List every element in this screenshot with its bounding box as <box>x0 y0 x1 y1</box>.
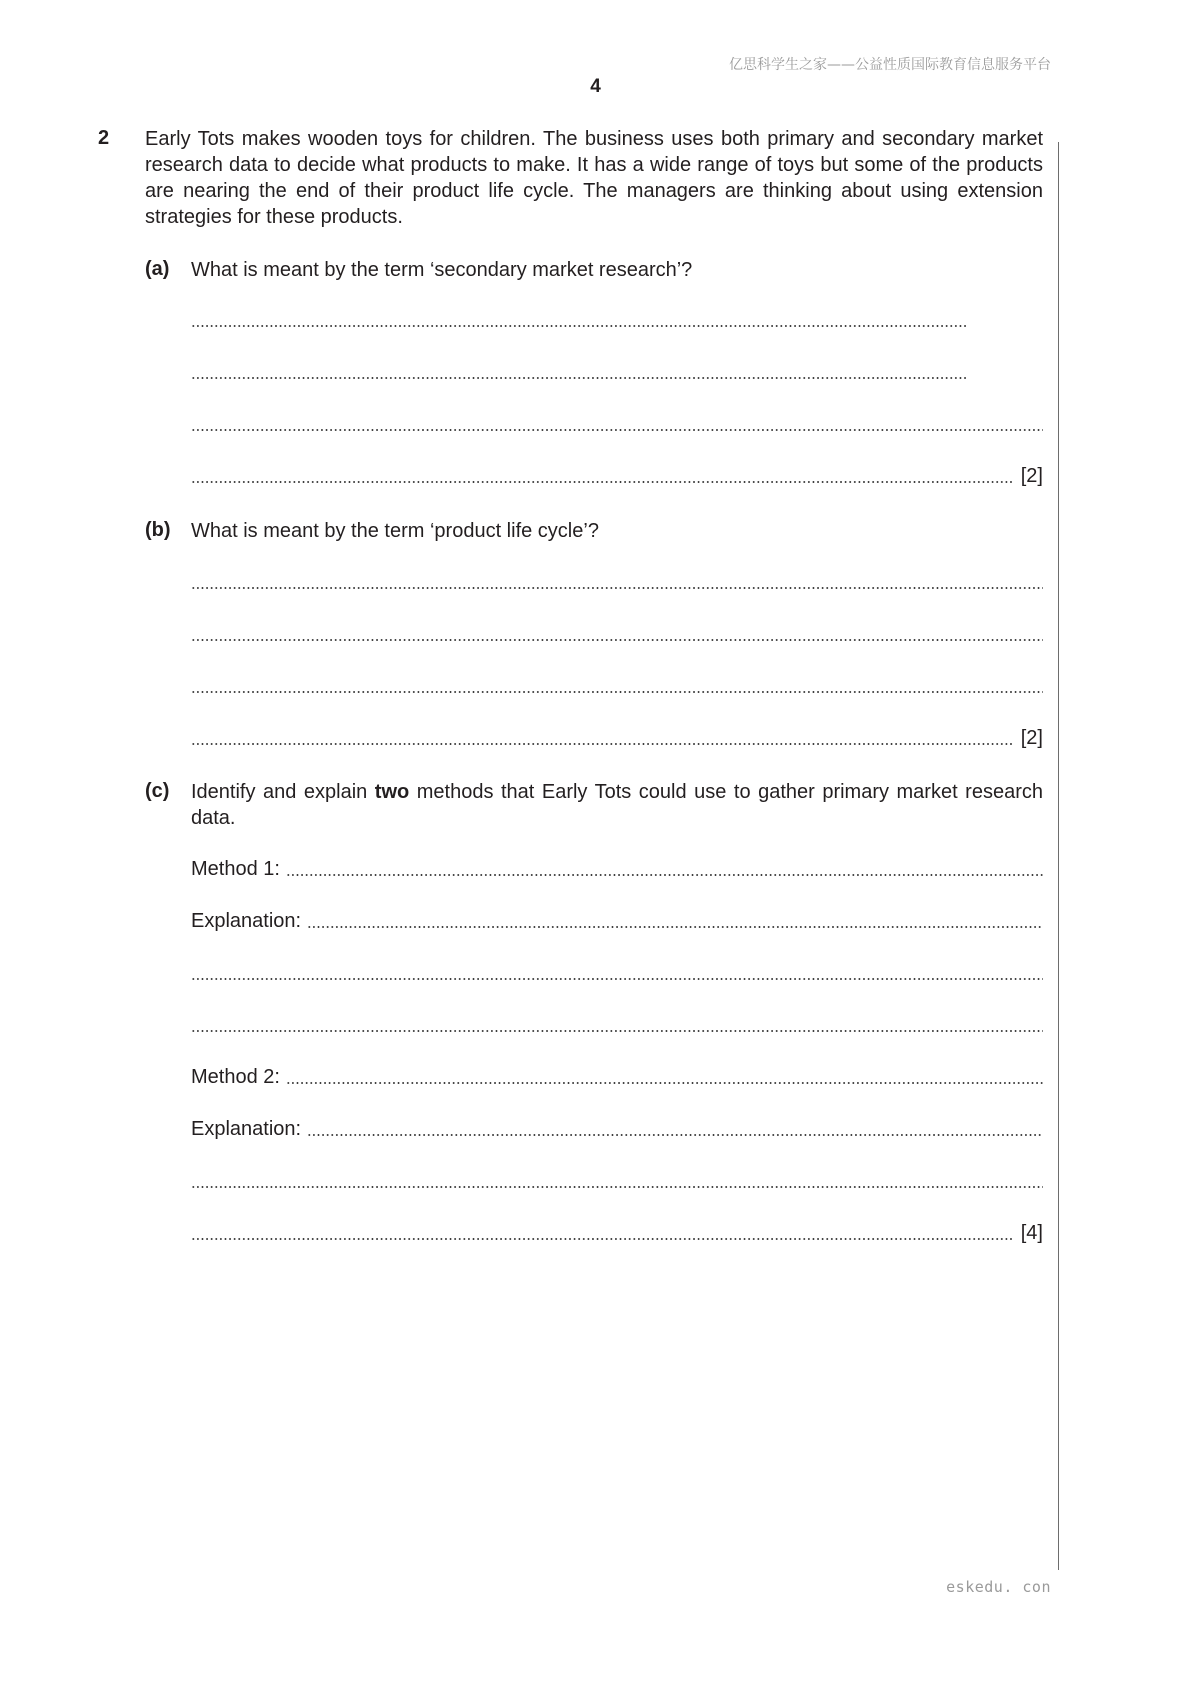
explanation-2-label: Explanation: <box>191 1118 302 1140</box>
answer-line-b2[interactable] <box>191 620 1043 646</box>
part-b-question: What is meant by the term ‘product life cycle’? <box>191 520 599 542</box>
emphasis-two: two <box>374 781 410 803</box>
part-c-label: (c) <box>145 780 170 802</box>
question-stem: Early Tots makes wooden toys for children. The business uses both primary and secondary market research data to decide what products to make. It has a wide range of toys but some of the products are nearing the end of their product life cycle. The managers are thinking about using extension strategies for these products. <box>145 128 1043 228</box>
answer-line-a3[interactable] <box>191 410 1043 436</box>
explanation-2-line[interactable] <box>191 1115 1043 1141</box>
part-c-question: Identify and explain two methods that Early Tots could use to gather primary market research data. <box>191 781 1043 829</box>
part-a-label: (a) <box>145 258 170 280</box>
answer-line-b1[interactable] <box>191 568 1043 594</box>
answer-line-b3[interactable] <box>191 672 1043 698</box>
explanation-1-label: Explanation: <box>191 910 302 932</box>
answer-line-c4[interactable] <box>191 1011 1043 1037</box>
header-watermark: 亿思科学生之家——公益性质国际教育信息服务平台 <box>729 57 1051 73</box>
answer-line-a1[interactable] <box>191 306 1043 332</box>
answer-line-c7[interactable] <box>191 1167 1043 1193</box>
method-2-line[interactable] <box>191 1063 1043 1089</box>
method-1-label: Method 1: <box>191 858 280 880</box>
marks-c: [4] <box>1020 1222 1043 1244</box>
part-a-question: What is meant by the term ‘secondary market research’? <box>191 259 693 281</box>
margin-rule <box>1058 142 1059 1570</box>
explanation-1-line[interactable] <box>191 907 1043 933</box>
answer-line-a4[interactable] <box>191 462 1043 488</box>
marks-b: [2] <box>1020 727 1043 749</box>
footer-watermark: eskedu. con <box>946 1578 1051 1596</box>
answer-line-b4[interactable] <box>191 724 1043 750</box>
marks-a: [2] <box>1020 465 1043 487</box>
method-2-label: Method 2: <box>191 1066 280 1088</box>
answer-line-c3[interactable] <box>191 959 1043 985</box>
part-b-label: (b) <box>145 519 171 541</box>
question-number: 2 <box>98 127 110 149</box>
method-1-line[interactable] <box>191 855 1043 881</box>
page-number: 4 <box>590 76 601 97</box>
answer-line-c8[interactable] <box>191 1219 1043 1245</box>
answer-line-a2[interactable] <box>191 358 1043 384</box>
